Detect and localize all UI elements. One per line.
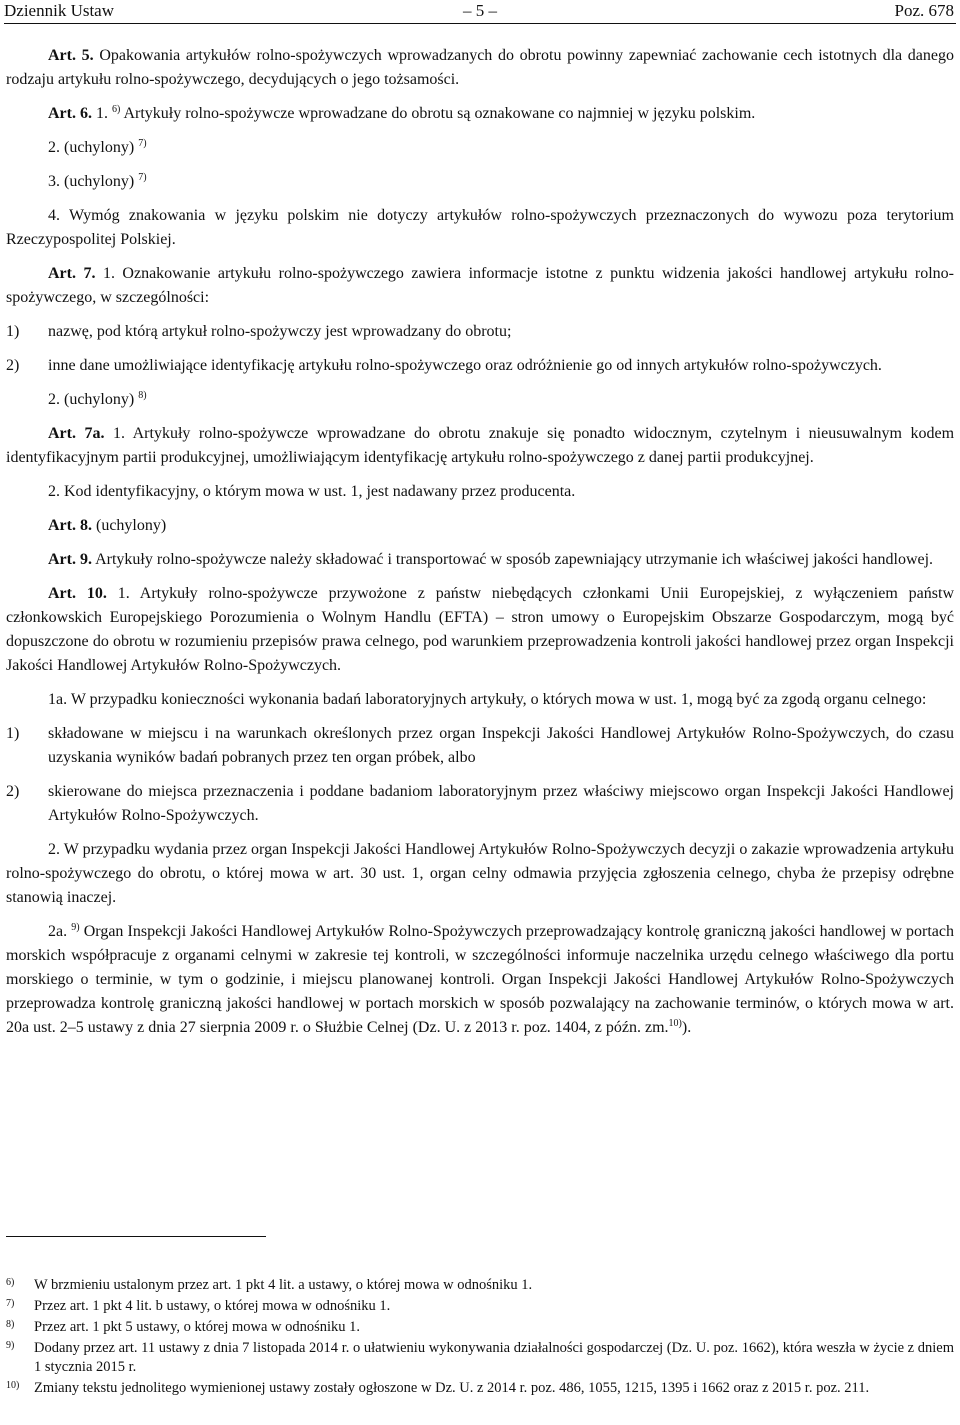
header-rule [4,23,956,24]
art-10-par-2a: 2a. $^{9)}$ Organ Inspekcji Jakości Handlowej Artykułów Rolno-Spożywczych przeprowadzający kontrolę graniczną jakości handlowej w portach morskich współpracuje z organami celnymi w zakresie tej kontroli, w szczególności informuje naczelnika urzędu celnego właściwego dla portu morskiego o terminie, w tym o godzinie, i miejscu planowanej kontroli. Organ Inspekcji Jakości Handlowej Artykułów Rolno-Spożywczych przeprowadza kontrolę graniczną jakości handlowej w portach morskich w sposób pozwalający na zachowanie terminów, o których mowa w art. 20a ust. 2–5 ustawy z dnia 27 sierpnia 2009 r. o Służbie Celnej (Dz. U. z 2013 r. poz. 1404, z późn. zm.$^{10)}$). [6,922,955,1036]
art-9: Art. 9. Artykuły rolno-spożywcze należy składować i transportować w sposób zapewniający utrzymanie ich właściwej jakości handlowej. [48,551,934,568]
art-7a-par-2: 2. Kod identyfikacyjny, o którym mowa w ust. 1, jest nadawany przez producenta. [48,483,576,500]
article-label: Art. 7a. [48,425,105,442]
footnote-separator [6,1236,266,1237]
art-6-par-2: 2. (uchylony) $^{7)}$ [48,138,147,156]
art-7a-par-1: Art. 7a. 1. Artykuły rolno-spożywcze wprowadzane do obrotu znakuje się ponadto widocznym, czytelnym i nieusuwalnym kodem identyfikacyjnym partii produkcyjnej, umożliwiającym identyfikację artykułu rolno-spożywczego z danej partii produkcyjnej. [6,425,955,466]
page-header [0,0,960,24]
footnote-mark: 8) [6,1319,15,1330]
footnote-ref[interactable]: 7) [138,172,147,183]
article-label: Art. 5. [48,47,94,64]
art-10-par-1: Art. 10. 1. Artykuły rolno-spożywcze przywożone z państw niebędących członkami Unii Europejskiej, z wyłączeniem państw członkowskich Europejskiego Porozumienia o Wolnym Handlu (EFTA) – stron umowy o Europejskim Obszarze Gospodarczym, mogą być dopuszczone do obrotu w rozumieniu przepisów prawa celnego, pod warunkiem przeprowadzenia kontroli jakości handlowej przez organ Inspekcji Jakości Handlowej Artykułów Rolno-Spożywczych. [6,585,955,674]
article-label: Art. 10. [48,585,107,602]
art-7-par-1: Art. 7. 1. Oznakowanie artykułu rolno-spożywczego zawiera informacje istotne z punktu widzenia jakości handlowej artykułu rolno-spożywczego, w szczególności: [6,265,955,306]
page-number: – 5 – [463,1,497,20]
article-label: Art. 6. [48,105,92,122]
footnote: 6) W brzmieniu ustalonym przez art. 1 pkt 4 lit. a ustawy, o której mowa w odnośniku 1. [6,1276,954,1295]
position-number: Poz. 678 [894,1,954,20]
footnote: 8) Przez art. 1 pkt 5 ustawy, o której mowa w odnośniku 1. [6,1318,954,1337]
art-10-par-2: 2. W przypadku wydania przez organ Inspekcji Jakości Handlowej Artykułów Rolno-Spożywczych decyzji o zakazie wprowadzenia artykułu rolno-spożywczego do obrotu, o której mowa w art. 30 ust. 1, organ celny odmawia przyjęcia zgłoszenia celnego, chyba że przepisy odrębne stanowią inaczej. [6,841,954,906]
journal-title: Dziennik Ustaw [4,1,115,20]
document-body [6,44,954,1050]
footnote: 10) Zmiany tekstu jednolitego wymienionej ustawy zostały ogłoszone w Dz. U. z 2014 r. poz. 486, 1055, 1215, 1395 i 1662 oraz z 2015 r. poz. 211. [6,1379,954,1398]
footnote-mark: 7) [6,1298,15,1309]
footnote: 9) Dodany przez art. 11 ustawy z dnia 7 listopada 2014 r. o ułatwieniu wykonywania działalności gospodarczej (Dz. U. poz. 1662), która weszła w życie z dniem 1 stycznia 2015 r. [6,1339,954,1377]
article-label: Art. 7. [48,265,96,282]
footnote-ref[interactable]: 10) [668,1018,682,1029]
footnote: 7) Przez art. 1 pkt 4 lit. b ustawy, o której mowa w odnośniku 1. [6,1297,954,1316]
article-label: Art. 9. [48,551,92,568]
footnote-ref[interactable]: 8) [138,390,147,401]
list-item: 1) składowane w miejscu i na warunkach określonych przez organ Inspekcji Jakości Handlowej Artykułów Rolno-Spożywczych, do czasu uzyskania wyników badań pobranych przez ten organ próbek, albo [6,725,954,766]
art-6-par-1: Art. 6. 1. $^{6)}$ Artykuły rolno-spożywcze wprowadzane do obrotu są oznakowane co najmniej w języku polskim. [48,104,756,122]
art-10-par-1a: 1a. W przypadku konieczności wykonania badań laboratoryjnych artykuły, o których mowa w ust. 1, mogą być za zgodą organu celnego: [48,691,927,708]
footnotes [6,1276,954,1400]
list-item: 1) nazwę, pod którą artykuł rolno-spożywczy jest wprowadzany do obrotu; [6,323,512,340]
footnote-ref[interactable]: 9) [71,922,80,933]
list-item: 2) skierowane do miejsca przeznaczenia i poddane badaniom laboratoryjnym przez właściwy miejscowo organ Inspekcji Jakości Handlowej Artykułów Rolno-Spożywczych. [6,783,954,824]
art-6-par-4: 4. Wymóg znakowania w języku polskim nie dotyczy artykułów rolno-spożywczych przeznaczonych do wywozu poza terytorium Rzeczypospolitej Polskiej. [6,207,954,248]
footnote-mark: 9) [6,1340,15,1351]
footnote-mark: 10) [6,1380,20,1391]
footnote-ref[interactable]: 7) [138,138,147,149]
footnote-mark: 6) [6,1277,15,1288]
art-6-par-3: 3. (uchylony) $^{7)}$ [48,172,147,190]
footnote-ref[interactable]: 6) [111,104,121,115]
article-text: Opakowania artykułów rolno-spożywczych wprowadzanych do obrotu powinny zapewniać zachowanie cech istotnych dla danego rodzaju artykułu rolno-spożywczego, decydujących o jego tożsamości. [6,47,955,88]
art-7-par-2: 2. (uchylony) $^{8)}$ [48,390,147,408]
art-5 [6,44,954,92]
article-label: Art. 8. [48,517,92,534]
list-item: 2) inne dane umożliwiające identyfikację artykułu rolno-spożywczego oraz odróżnienie go od innych artykułów rolno-spożywczych. [6,357,882,374]
art-8: Art. 8. (uchylony) [48,517,167,534]
